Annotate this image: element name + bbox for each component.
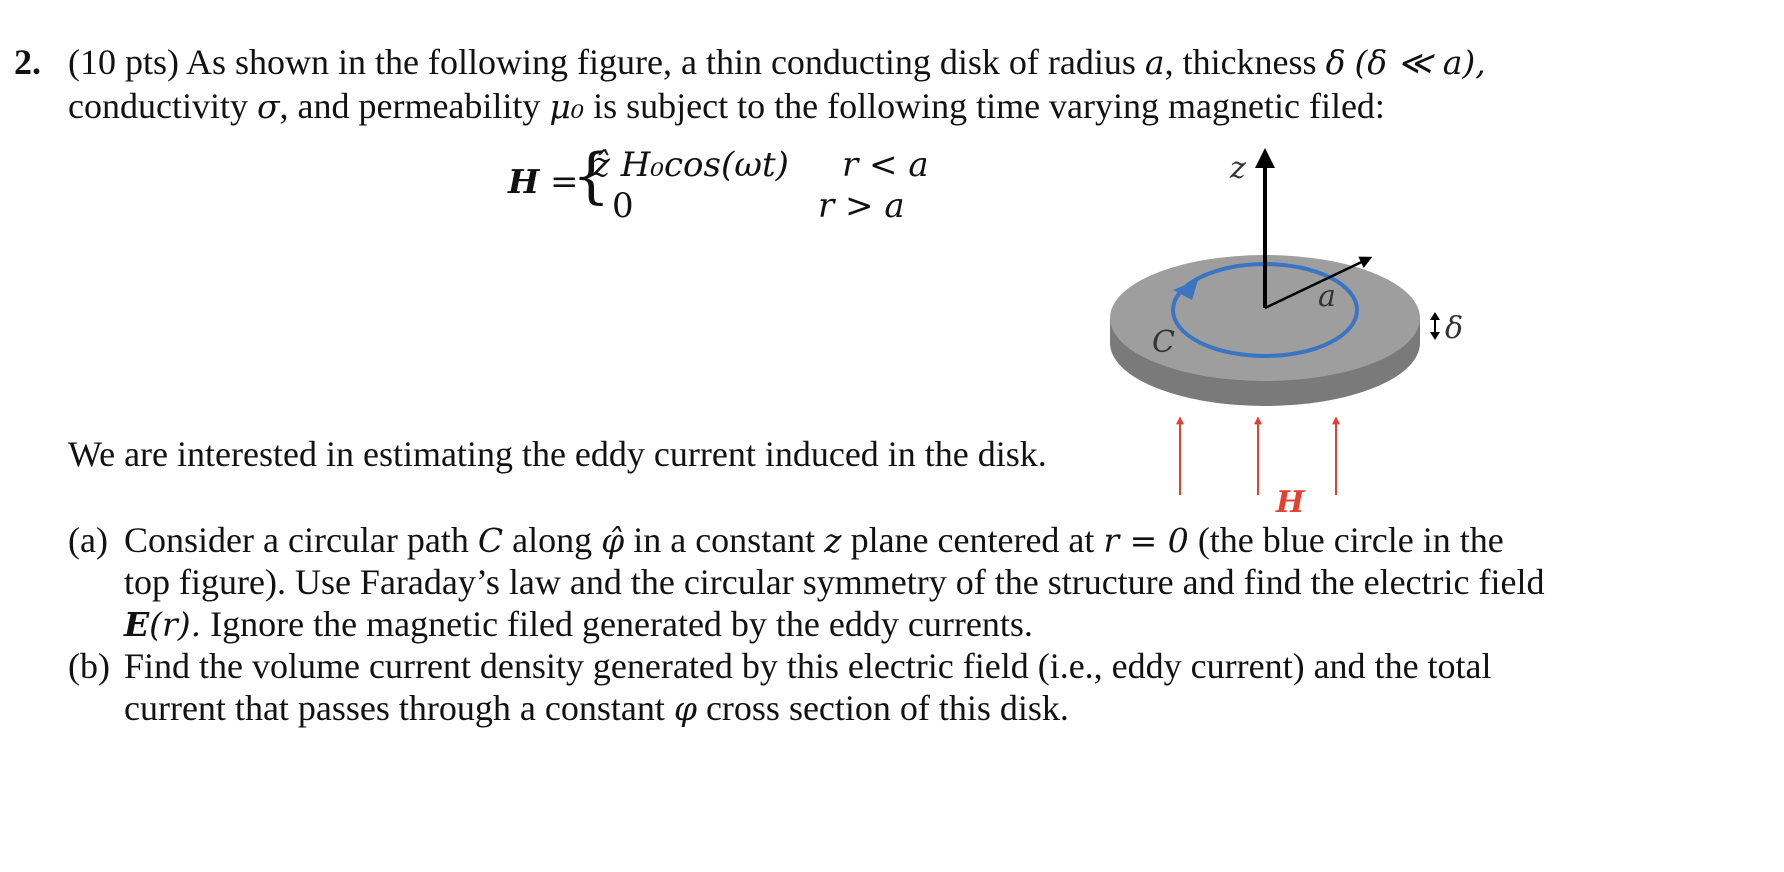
label-delta: δ: [1445, 311, 1464, 346]
label-c: C: [1152, 325, 1175, 360]
equation-lhs: H: [508, 162, 540, 201]
part-b-line-1: Find the volume current density generated by this electric field (i.e., eddy current) and the total: [124, 646, 1492, 686]
part-a-line-1: Consider a circular path C along φ̂ in a constant z plane centered at r = 0 (the blue circle in the: [124, 520, 1504, 560]
disk-figure: [1080, 130, 1500, 530]
label-z: z: [1230, 151, 1246, 186]
thickness-arrow-up-icon: [1430, 312, 1440, 320]
part-a-line-3: E(r). Ignore the magnetic filed generated by the eddy currents.: [124, 604, 1033, 644]
interest-sentence: We are interested in estimating the eddy current induced in the disk.: [68, 434, 1047, 474]
problem-points: (10 pts): [68, 42, 179, 82]
label-a: a: [1318, 279, 1336, 314]
part-b-label: (b): [68, 646, 110, 686]
equation-case2-expr: 0: [612, 186, 634, 226]
part-b-line-2: current that passes through a constant φ cross section of this disk.: [124, 688, 1069, 728]
equation-case1-expr: ẑ H₀cos(ωt): [592, 145, 789, 185]
problem-intro-line-2: conductivity σ, and permeability μ₀ is subject to the following time varying magnetic filed:: [68, 86, 1385, 126]
equation-case2-condition: r > a: [818, 186, 905, 226]
equation-brace: {: [572, 141, 611, 211]
problem-intro-line-1: (10 pts) As shown in the following figure, a thin conducting disk of radius a, thickness δ (δ ≪ a),: [68, 42, 1486, 82]
equation-equals: =: [550, 162, 579, 202]
label-h: H: [1276, 485, 1305, 520]
thickness-arrow-down-icon: [1430, 332, 1440, 340]
equation-case1-condition: r < a: [842, 145, 929, 185]
part-a-line-2: top figure). Use Faraday’s law and the circular symmetry of the structure and find the electric field: [124, 562, 1545, 602]
problem-number: 2.: [14, 42, 41, 82]
part-a-label: (a): [68, 520, 108, 560]
